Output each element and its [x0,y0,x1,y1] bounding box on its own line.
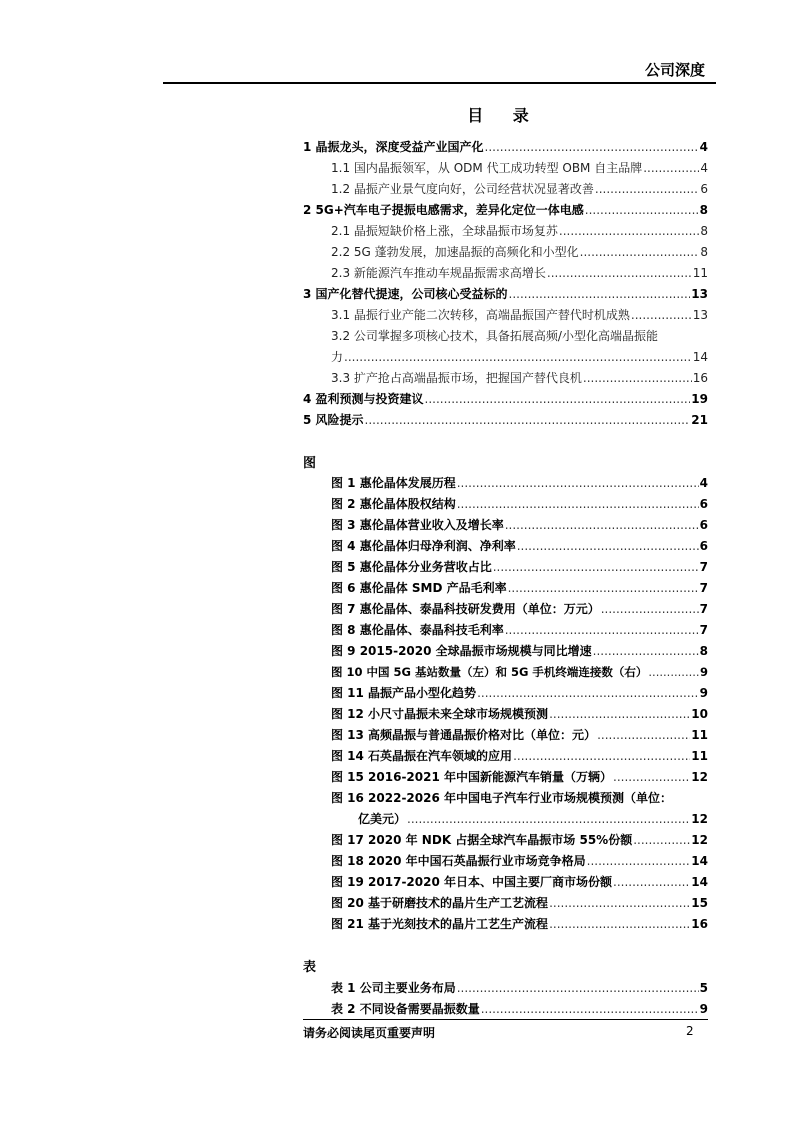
toc-entry-page: 8 [699,203,708,217]
toc-section-3-2-line1[interactable]: 3.2 公司掌握多项核心技术，具备拓展高频/小型化高端晶振能 [331,329,658,343]
figure-entry[interactable] [331,495,708,513]
toc-entry-page: 10 [691,707,708,721]
toc-entry-title: 2.1 晶振短缺价格上涨，全球晶振市场复苏 [331,224,558,238]
figure-entry[interactable] [331,558,708,576]
toc-entry-title: 2.3 新能源汽车推动车规晶振需求高增长 [331,266,546,280]
tables-heading: 表 [303,960,317,975]
figure-entry[interactable] [331,516,708,534]
leader-dots [509,285,691,303]
toc-entry-page: 12 [691,812,708,826]
toc-section-2-1[interactable] [331,222,708,240]
toc-entry-title: 图 3 惠伦晶体营业收入及增长率 [331,518,504,532]
figure-entry[interactable] [331,768,708,786]
leader-dots [631,306,692,324]
toc-entry-page: 21 [691,413,708,427]
toc-chapter-5[interactable] [303,411,708,429]
leader-dots [583,369,692,387]
figure-entry[interactable] [331,726,708,744]
toc-entry-page: 12 [691,770,708,784]
toc-entry-page: 19 [691,392,708,406]
toc-section-2-2[interactable] [331,243,708,261]
toc-entry-title: 2 5G+汽车电子提振电感需求，差异化定位一体电感 [303,203,584,217]
toc-entry-page: 9 [699,1002,708,1016]
toc-entry-title: 图 11 晶振产品小型化趋势 [331,686,477,700]
toc-entry-page: 12 [691,833,708,847]
figure-entry[interactable] [331,915,708,933]
toc-entry-page: 14 [691,854,708,868]
toc-entry-page: 11 [691,728,708,742]
figure-entry[interactable] [331,684,708,702]
leader-dots [549,705,690,723]
figures-heading: 图 [303,456,317,471]
toc-title: 目 录 [467,106,541,125]
leader-dots [425,390,691,408]
figure-entry[interactable] [331,705,708,723]
toc-section-1-1[interactable] [331,159,708,177]
toc-entry-page: 8 [699,644,708,658]
toc-entry-title: 图 18 2020 年中国石英晶振行业市场竞争格局 [331,854,586,868]
leader-dots [549,894,690,912]
leader-dots [549,915,690,933]
toc-entry-title: 3.1 晶振行业产能二次转移，高端晶振国产替代时机成熟 [331,308,630,322]
leader-dots [513,747,690,765]
toc-entry-page: 7 [699,602,708,616]
leader-dots [457,474,699,492]
toc-entry-title: 1 晶振龙头，深度受益产业国产化 [303,140,484,154]
leader-dots [597,726,690,744]
figure-entry[interactable] [358,810,708,828]
toc-chapter-1[interactable] [303,138,708,156]
leader-dots [477,684,699,702]
toc-entry-page: 7 [699,581,708,595]
toc-section-1-2[interactable] [331,180,708,198]
toc-entry-page: 15 [691,896,708,910]
toc-entry-page: 9 [699,665,708,679]
leader-dots [505,516,699,534]
toc-entry-title: 1.2 晶振产业景气度向好，公司经营状况显著改善 [331,182,594,196]
leader-dots [481,1000,699,1018]
toc-entry-title: 图 19 2017-2020 年日本、中国主要厂商市场份额 [331,875,613,889]
toc-entry-page: 16 [691,917,708,931]
leader-dots [365,411,691,429]
toc-entry-page: 6 [699,539,708,553]
header-divider [163,82,716,84]
toc-entry-title: 图 10 中国 5G 基站数量（左）和 5G 手机终端连接数（右） [331,665,648,679]
toc-entry-page: 16 [692,371,708,385]
toc-entry-page: 14 [691,875,708,889]
leader-dots [580,243,700,261]
leader-dots [648,663,699,681]
figure-entry[interactable] [331,747,708,765]
toc-entry-page: 5 [699,981,708,995]
toc-entry-page: 7 [699,623,708,637]
leader-dots [613,873,690,891]
leader-dots [485,138,699,156]
toc-entry-title: 图 2 惠伦晶体股权结构 [331,497,456,511]
leader-dots [587,852,691,870]
toc-section-3-3[interactable] [331,369,708,387]
toc-entry-page: 9 [699,686,708,700]
leader-dots [517,537,699,555]
figure-entry[interactable] [331,894,708,912]
toc-entry-title: 2.2 5G 蓬勃发展，加速晶振的高频化和小型化 [331,245,579,259]
toc-entry-title: 3 国产化替代提速，公司核心受益标的 [303,287,508,301]
leader-dots [593,642,699,660]
toc-entry-title: 图 12 小尺寸晶振未来全球市场规模预测 [331,707,549,721]
toc-entry-title: 图 20 基于研磨技术的晶片生产工艺流程 [331,896,549,910]
table-entry[interactable] [331,979,708,997]
figure-entry[interactable] [331,579,708,597]
toc-entry-title: 图 5 惠伦晶体分业务营收占比 [331,560,492,574]
toc-section-3-2[interactable] [331,348,708,366]
toc-entry-title: 力 [331,350,344,364]
figure-entry[interactable] [331,642,708,660]
page-number: 2 [686,1024,694,1038]
toc-section-3-1[interactable] [331,306,708,324]
toc-entry-title: 图 13 高频晶振与普通晶振价格对比（单位：元） [331,728,597,742]
toc-entry-page: 8 [700,224,708,238]
leader-dots [559,222,699,240]
toc-entry-title: 图 14 石英晶振在汽车领域的应用 [331,749,513,763]
toc-entry-page: 11 [692,266,708,280]
figure-entry[interactable] [331,600,708,618]
leader-dots [601,600,699,618]
leader-dots [633,831,690,849]
figure-entry[interactable] [331,873,708,891]
toc-chapter-4[interactable] [303,390,708,408]
leader-dots [547,264,692,282]
leader-dots [407,810,690,828]
leader-dots [613,768,690,786]
toc-entry-title: 图 6 惠伦晶体 SMD 产品毛利率 [331,581,507,595]
toc-entry-title: 表 1 公司主要业务布局 [331,981,456,995]
header-label: 公司深度 [644,61,705,79]
toc-entry-page: 4 [700,161,708,175]
figure-entry-16-line1[interactable]: 图 16 2022-2026 年中国电子汽车行业市场规模预测（单位： [331,791,673,805]
toc-entry-title: 图 21 基于光刻技术的晶片工艺生产流程 [331,917,549,931]
toc-entry-page: 6 [699,497,708,511]
toc-entry-page: 13 [691,287,708,301]
toc-entry-page: 8 [700,245,708,259]
footer-divider [303,1019,708,1020]
leader-dots [643,159,699,177]
toc-entry-title: 图 4 惠伦晶体归母净利润、净利率 [331,539,516,553]
figure-entry[interactable] [331,474,708,492]
toc-entry-title: 1.1 国内晶振领军，从 ODM 代工成功转型 OBM 自主品牌 [331,161,643,175]
toc-entry-page: 6 [699,518,708,532]
toc-section-2-3[interactable] [331,264,708,282]
toc-entry-page: 13 [692,308,708,322]
toc-entry-title: 4 盈利预测与投资建议 [303,392,424,406]
leader-dots [505,621,699,639]
toc-entry-title: 3.3 扩产抢占高端晶振市场，把握国产替代良机 [331,371,582,385]
toc-entry-title: 图 8 惠伦晶体、泰晶科技毛利率 [331,623,504,637]
toc-entry-title: 图 7 惠伦晶体、泰晶科技研发费用（单位：万元） [331,602,600,616]
toc-entry-page: 6 [700,182,708,196]
toc-entry-title: 5 风险提示 [303,413,364,427]
figure-entry[interactable] [331,663,708,681]
toc-entry-title: 表 2 不同设备需要晶振数量 [331,1002,480,1016]
leader-dots [457,495,699,513]
toc-entry-title: 图 9 2015-2020 全球晶振市场规模与同比增速 [331,644,592,658]
figure-entry[interactable] [331,537,708,555]
leader-dots [457,979,699,997]
toc-entry-page: 4 [699,476,708,490]
leader-dots [493,558,699,576]
leader-dots [508,579,699,597]
toc-entry-page: 7 [699,560,708,574]
footer-disclaimer: 请务必阅读尾页重要声明 [303,1026,436,1040]
toc-entry-page: 11 [691,749,708,763]
figure-entry[interactable] [331,831,708,849]
toc-entry-title: 图 17 2020 年 NDK 占据全球汽车晶振市场 55%份额 [331,833,633,847]
leader-dots [585,201,699,219]
toc-entry-title: 图 1 惠伦晶体发展历程 [331,476,456,490]
toc-entry-page: 4 [699,140,708,154]
toc-entry-page: 14 [692,350,708,364]
toc-entry-title: 图 15 2016-2021 年中国新能源汽车销量（万辆） [331,770,613,784]
toc-chapter-2[interactable] [303,201,708,219]
figure-entry[interactable] [331,852,708,870]
toc-entry-title: 亿美元） [358,812,407,826]
table-entry[interactable] [331,1000,708,1018]
toc-chapter-3[interactable] [303,285,708,303]
figure-entry[interactable] [331,621,708,639]
leader-dots [344,348,692,366]
leader-dots [595,180,699,198]
